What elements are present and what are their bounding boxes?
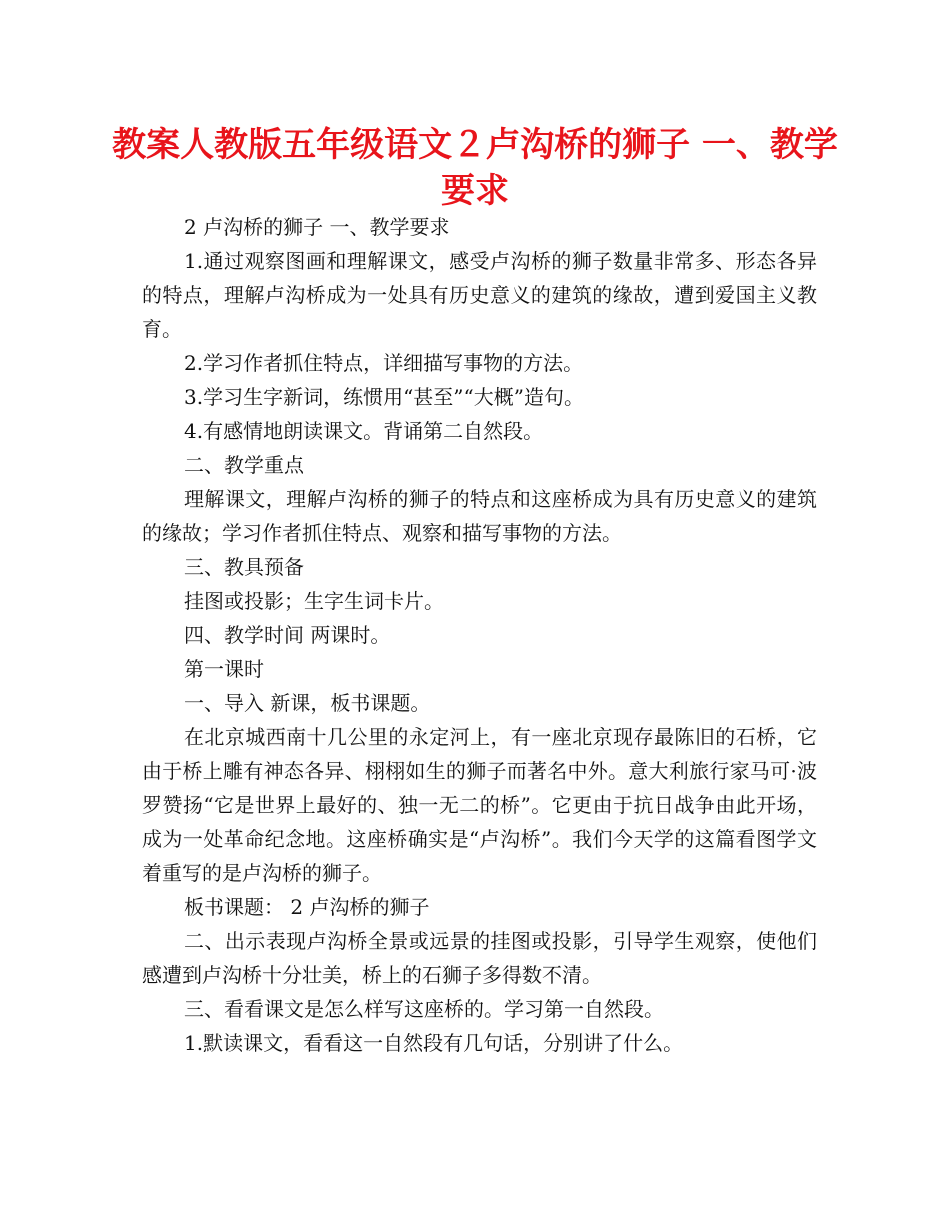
section-heading: 四、教学时间 两课时。 (184, 623, 391, 647)
section-heading: 二、教学重点 (184, 453, 304, 477)
section-heading: 三、教具预备 (184, 555, 304, 579)
document-body (142, 210, 817, 1060)
paragraph: 2.学习作者抓住特点，详细描写事物的方法。 (184, 351, 584, 375)
paragraph: 2 卢沟桥的狮子 一、教学要求 (184, 215, 450, 239)
paragraph: 4.有感情地朗读课文。背诵第二自然段。 (184, 419, 544, 443)
lesson-heading: 第一课时 (184, 657, 264, 681)
paragraph: 一、导入 新课，板书课题。 (184, 691, 431, 715)
paragraph: 在北京城西南十几公里的永定河上，有一座北京现存最陈旧的石桥，它由于桥上雕有神态各异、栩栩如生的狮子而著名中外。意大利旅行家马可·波罗赞扬“它是世界上最好的、独一无二的桥”。它更由于抗日战争由此开场，成为一处革命纪念地。这座桥确实是“卢沟桥”。我们今天学的这篇看图学文着重写的是卢沟桥的狮子。 (142, 725, 817, 885)
paragraph: 3.学习生字新词，练惯用“甚至”“大概”造句。 (184, 385, 584, 409)
paragraph: 二、出示表现卢沟桥全景或远景的挂图或投影，引导学生观察，使他们感遭到卢沟桥十分壮美，桥上的石狮子多得数不清。 (142, 929, 817, 987)
paragraph: 理解课文，理解卢沟桥的狮子的特点和这座桥成为具有历史意义的建筑的缘故；学习作者抓住特点、观察和描写事物的方法。 (142, 487, 817, 545)
document-title: 教案人教版五年级语文２卢沟桥的狮子 一、教学要求 (112, 125, 838, 211)
paragraph: 板书课题： 2 卢沟桥的狮子 (184, 895, 430, 919)
paragraph: 挂图或投影；生字生词卡片。 (184, 589, 444, 613)
paragraph: 三、看看课文是怎么样写这座桥的。学习第一自然段。 (184, 997, 664, 1021)
paragraph: 1.通过观察图画和理解课文，感受卢沟桥的狮子数量非常多、形态各异的特点，理解卢沟桥成为一处具有历史意义的建筑的缘故，遭到爱国主义教育。 (142, 249, 817, 341)
paragraph: 1.默读课文，看看这一自然段有几句话，分别讲了什么。 (184, 1031, 684, 1055)
